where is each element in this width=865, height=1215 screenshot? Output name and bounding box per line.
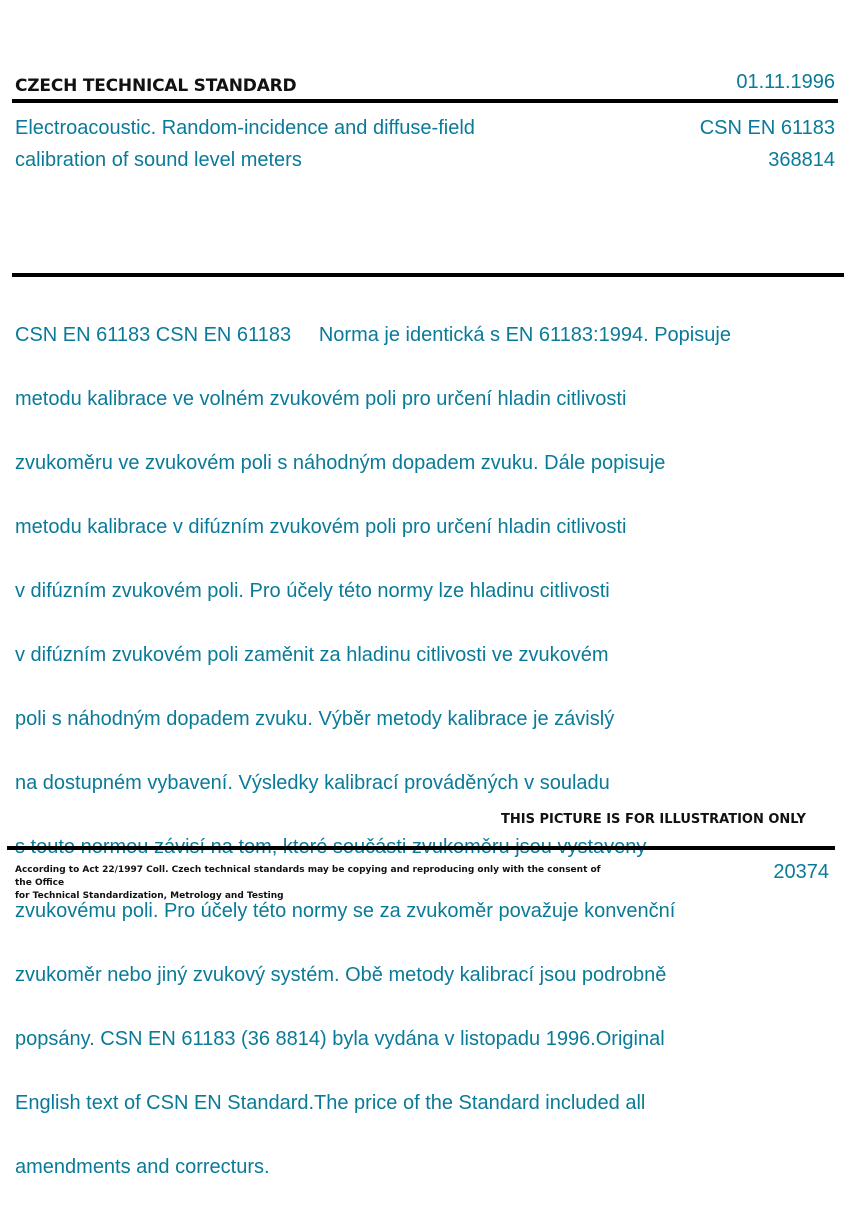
description-line: poli s náhodným dopadem zvuku. Výběr metody kalibrace je závislý bbox=[15, 708, 615, 730]
footer-rule bbox=[7, 846, 835, 850]
description-line: metodu kalibrace v difúzním zvukovém poli pro určení hladin citlivosti bbox=[15, 516, 627, 538]
description-line: amendments and correcturs. bbox=[15, 1156, 270, 1178]
header-date: 01.11.1996 bbox=[736, 71, 835, 93]
legal-line: According to Act 22/1997 Coll. Czech technical standards may be copying and reproducing only with the consent of the Office bbox=[15, 865, 601, 888]
document-number: 20374 bbox=[773, 861, 829, 883]
standard-title-line2: calibration of sound level meters bbox=[15, 149, 302, 171]
standard-description bbox=[15, 287, 815, 1215]
description-line: zvukoměru ve zvukovém poli s náhodným dopadem zvuku. Dále popisuje bbox=[15, 452, 666, 474]
standard-class-number: 368814 bbox=[768, 149, 835, 171]
body-rule bbox=[12, 273, 844, 277]
description-line: na dostupném vybavení. Výsledky kalibrací prováděných v souladu bbox=[15, 772, 610, 794]
illustration-note: THIS PICTURE IS FOR ILLUSTRATION ONLY bbox=[501, 812, 806, 827]
description-line: zvukoměr nebo jiný zvukový systém. Obě metody kalibrací jsou podrobně bbox=[15, 964, 667, 986]
standard-code: CSN EN 61183 bbox=[699, 117, 835, 139]
description-line: CSN EN 61183 CSN EN 61183 Norma je identická s EN 61183:1994. Popisuje bbox=[15, 324, 731, 346]
description-line: zvukovému poli. Pro účely této normy se za zvukoměr považuje konvenční bbox=[15, 900, 676, 922]
description-line: v difúzním zvukovém poli. Pro účely této normy lze hladinu citlivosti bbox=[15, 580, 610, 602]
description-line: English text of CSN EN Standard.The price of the Standard included all bbox=[15, 1092, 646, 1114]
legal-line: for Technical Standardization, Metrology and Testing bbox=[15, 891, 284, 901]
standard-title-line1: Electroacoustic. Random-incidence and diffuse-field bbox=[15, 117, 475, 139]
header-rule bbox=[12, 99, 838, 103]
header-title: CZECH TECHNICAL STANDARD bbox=[15, 76, 297, 96]
description-line: popsány. CSN EN 61183 (36 8814) byla vydána v listopadu 1996.Original bbox=[15, 1028, 665, 1050]
description-line: v difúzním zvukovém poli zaměnit za hladinu citlivosti ve zvukovém bbox=[15, 644, 609, 666]
legal-notice bbox=[15, 864, 615, 903]
description-line: metodu kalibrace ve volném zvukovém poli pro určení hladin citlivosti bbox=[15, 388, 627, 410]
